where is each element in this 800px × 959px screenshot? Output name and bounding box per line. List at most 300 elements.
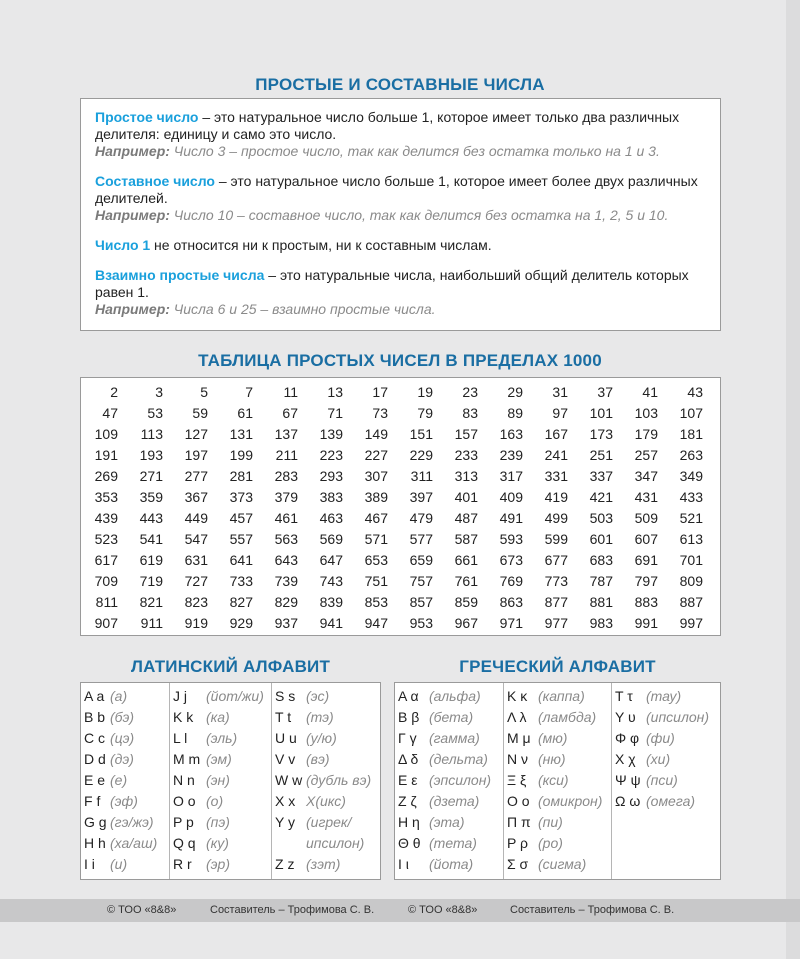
- alphabet-letter-name: (ипсилон): [646, 709, 709, 725]
- alphabet-row: [275, 686, 330, 707]
- prime-cell: 229: [409, 446, 433, 463]
- alphabet-row: [507, 728, 568, 749]
- prime-cell: 761: [454, 572, 478, 589]
- prime-table-box: [80, 377, 721, 636]
- prime-row: [81, 465, 703, 486]
- prime-cell: 701: [679, 551, 703, 568]
- definition: [95, 237, 706, 254]
- prime-cell: 647: [319, 551, 343, 568]
- prime-row: [81, 612, 703, 633]
- alphabet-letter: W w: [275, 772, 303, 788]
- alphabet-letter-name: (и): [110, 856, 128, 872]
- prime-cell: 5: [200, 383, 208, 400]
- prime-cell: 29: [507, 383, 523, 400]
- alphabet-row: [84, 791, 138, 812]
- prime-cell: 151: [409, 425, 433, 442]
- alphabet-letter: Μ μ: [507, 730, 531, 746]
- alphabet-row: [615, 791, 696, 812]
- alphabet-letter-name: (омега): [646, 793, 696, 809]
- alphabet-letter-name: (йота): [429, 856, 474, 872]
- prime-cell: 97: [552, 404, 568, 421]
- prime-cell: 479: [409, 509, 433, 526]
- alphabet-letter-name: (эпсилон): [429, 772, 492, 788]
- alphabet-row: [398, 728, 480, 749]
- prime-cell: 881: [589, 593, 613, 610]
- alphabet-letter-name: (зэт): [306, 856, 341, 872]
- footer-author: Составитель – Трофимова С. В.: [210, 904, 375, 916]
- prime-cell: 79: [417, 404, 433, 421]
- footer-copyright: © ТОО «8&8»: [107, 904, 177, 916]
- alphabet-row: [84, 812, 154, 833]
- prime-cell: 811: [95, 593, 118, 610]
- prime-cell: 631: [184, 551, 208, 568]
- alphabet-letter: Q q: [173, 835, 196, 851]
- prime-cell: 821: [139, 593, 163, 610]
- alphabet-row: [275, 728, 337, 749]
- prime-cell: 641: [229, 551, 253, 568]
- alphabet-letter-name: (каппа): [538, 688, 585, 704]
- alphabet-letter: Κ κ: [507, 688, 528, 704]
- definitions-box: [80, 98, 721, 331]
- prime-cell: 577: [409, 530, 433, 547]
- prime-cell: 593: [499, 530, 523, 547]
- alphabet-letter: Ω ω: [615, 793, 641, 809]
- prime-cell: 797: [634, 572, 658, 589]
- prime-cell: 137: [274, 425, 298, 442]
- alphabet-letter: H h: [84, 835, 106, 851]
- alphabet-letter-name: (фи): [646, 730, 675, 746]
- alphabet-row: [84, 770, 128, 791]
- prime-cell: 709: [94, 572, 118, 589]
- prime-cell: 757: [409, 572, 433, 589]
- prime-cell: 277: [184, 467, 208, 484]
- alphabet-letter-name: (бета): [429, 709, 474, 725]
- prime-cell: 263: [679, 446, 703, 463]
- prime-cell: 887: [679, 593, 703, 610]
- prime-cell: 293: [319, 467, 343, 484]
- prime-cell: 41: [642, 383, 658, 400]
- prime-cell: 3: [155, 383, 163, 400]
- alphabet-row: [507, 833, 563, 854]
- prime-cell: 113: [140, 425, 163, 442]
- alphabet-letter-name: (эль): [206, 730, 238, 746]
- alphabet-letter-name: (альфа): [429, 688, 481, 704]
- alphabet-letter-name: (пэ): [206, 814, 230, 830]
- prime-cell: 43: [687, 383, 703, 400]
- prime-cell: 53: [147, 404, 163, 421]
- alphabet-letter: Χ χ: [615, 751, 636, 767]
- prime-cell: 829: [274, 593, 298, 610]
- prime-cell: 199: [229, 446, 253, 463]
- alphabet-letter: Π π: [507, 814, 531, 830]
- alphabet-letter: L l: [173, 730, 188, 746]
- definition-text: – это натуральные числа, наибольший общий делитель которых равен 1.: [95, 267, 689, 300]
- prime-cell: 997: [679, 614, 703, 631]
- prime-cell: 127: [184, 425, 208, 442]
- prime-cell: 257: [634, 446, 658, 463]
- alphabet-row: [275, 812, 352, 833]
- alphabet-letter: B b: [84, 709, 106, 725]
- example-text: Числа 6 и 25 – взаимно простые числа.: [169, 301, 436, 317]
- prime-cell: 19: [417, 383, 433, 400]
- alphabet-row: [615, 686, 682, 707]
- prime-cell: 157: [454, 425, 478, 442]
- alphabet-letter: Ο ο: [507, 793, 530, 809]
- prime-cell: 193: [139, 446, 163, 463]
- prime-cell: 367: [184, 488, 208, 505]
- prime-cell: 307: [364, 467, 388, 484]
- alphabet-row: [173, 707, 230, 728]
- alphabet-letter: Y y: [275, 814, 295, 830]
- page-edge: [786, 0, 800, 959]
- prime-cell: 149: [364, 425, 388, 442]
- alphabet-letter: K k: [173, 709, 194, 725]
- alphabet-letter-name: (эта): [429, 814, 465, 830]
- prime-row: [81, 381, 703, 402]
- definition-text: – это натуральное число больше 1, которое имеет только два различных делителя: единицу и само это число.: [95, 109, 680, 142]
- alphabet-letter: A a: [84, 688, 105, 704]
- alphabet-row: [398, 854, 474, 875]
- alphabet-letter-name: (дельта): [429, 751, 488, 767]
- alphabet-letter: Β β: [398, 709, 420, 725]
- alphabet-letter-name: (ламбда): [538, 709, 597, 725]
- prime-cell: 617: [94, 551, 118, 568]
- alphabet-row: [398, 686, 481, 707]
- prime-cell: 569: [319, 530, 343, 547]
- prime-cell: 223: [319, 446, 343, 463]
- example-text: Число 3 – простое число, так как делится без остатка только на 1 и 3.: [169, 143, 660, 159]
- alphabet-letter: Ζ ζ: [398, 793, 417, 809]
- prime-cell: 467: [364, 509, 388, 526]
- alphabet-letter-name: (игрек/: [306, 814, 352, 830]
- alphabet-row: [507, 686, 585, 707]
- alphabet-letter: R r: [173, 856, 192, 872]
- alphabet-letter-name: (эр): [206, 856, 230, 872]
- alphabet-row: [173, 833, 229, 854]
- alphabet-letter-name: (а): [110, 688, 128, 704]
- alphabet-letter-name: (эс): [306, 688, 330, 704]
- prime-cell: 599: [544, 530, 568, 547]
- alphabet-letter-name: (ро): [538, 835, 563, 851]
- prime-cell: 613: [679, 530, 703, 547]
- prime-cell: 661: [454, 551, 478, 568]
- prime-cell: 677: [544, 551, 568, 568]
- alphabet-row: [275, 791, 346, 812]
- alphabet-row: [173, 770, 230, 791]
- alphabet-row: [173, 728, 238, 749]
- prime-cell: 139: [319, 425, 343, 442]
- alphabet-letter: Υ υ: [615, 709, 636, 725]
- definition: [95, 173, 706, 224]
- prime-cell: 691: [634, 551, 658, 568]
- prime-cell: 227: [364, 446, 388, 463]
- alphabet-letter-name: (дубль вэ): [306, 772, 372, 788]
- primes-section-title: ПРОСТЫЕ И СОСТАВНЫЕ ЧИСЛА: [255, 75, 545, 94]
- prime-cell: 449: [184, 509, 208, 526]
- alphabet-letter-name: (омикрон): [538, 793, 603, 809]
- alphabet-row: [84, 833, 158, 854]
- prime-cell: 239: [499, 446, 523, 463]
- prime-cell: 131: [229, 425, 253, 442]
- alphabet-row: [84, 707, 135, 728]
- prime-cell: 11: [283, 383, 298, 400]
- alphabet-letter: Θ θ: [398, 835, 421, 851]
- prime-table-title: ТАБЛИЦА ПРОСТЫХ ЧИСЕЛ В ПРЕДЕЛАХ 1000: [198, 351, 602, 370]
- alphabet-row: [615, 770, 678, 791]
- alphabet-letter: I i: [84, 856, 95, 872]
- prime-cell: 331: [544, 467, 568, 484]
- prime-cell: 919: [184, 614, 208, 631]
- prime-cell: 173: [589, 425, 613, 442]
- alphabet-letter-name: (ка): [206, 709, 230, 725]
- prime-cell: 181: [679, 425, 703, 442]
- alphabet-letter-name: (цэ): [110, 730, 135, 746]
- alphabet-letter-name: (гэ/жэ): [110, 814, 154, 830]
- footer-copyright: © ТОО «8&8»: [408, 904, 478, 916]
- prime-cell: 463: [319, 509, 343, 526]
- alphabet-letter: P p: [173, 814, 194, 830]
- prime-cell: 773: [544, 572, 568, 589]
- prime-cell: 743: [319, 572, 343, 589]
- prime-cell: 971: [499, 614, 523, 631]
- alphabet-letter: F f: [84, 793, 101, 809]
- prime-cell: 443: [139, 509, 163, 526]
- alphabet-letter: E e: [84, 772, 106, 788]
- definition-text: – это натуральное число больше 1, которое имеет более двух различных делителей.: [95, 173, 698, 206]
- alphabet-letter-name: (кси): [538, 772, 569, 788]
- alphabet-letter-name: (тета): [429, 835, 477, 851]
- alphabet-column: [169, 683, 272, 879]
- prime-cell: 941: [319, 614, 343, 631]
- prime-cell: 241: [544, 446, 568, 463]
- prime-cell: 317: [499, 467, 523, 484]
- prime-cell: 523: [94, 530, 118, 547]
- alphabet-letter-name: (эн): [206, 772, 230, 788]
- prime-cell: 601: [589, 530, 613, 547]
- alphabet-letter-name: (пи): [538, 814, 563, 830]
- prime-cell: 101: [589, 404, 613, 421]
- alphabet-row: [615, 728, 675, 749]
- prime-cell: 73: [372, 404, 388, 421]
- alphabet-letter-name: (о): [206, 793, 224, 809]
- alphabet-letter: Ψ ψ: [615, 772, 641, 788]
- prime-cell: 461: [274, 509, 298, 526]
- prime-cell: 313: [454, 467, 478, 484]
- alphabet-row: [173, 686, 264, 707]
- alphabet-row: [507, 770, 569, 791]
- alphabet-row: [173, 791, 224, 812]
- alphabet-letter: Ν ν: [507, 751, 528, 767]
- alphabet-row: [84, 728, 135, 749]
- alphabet-letter-name: (тэ): [306, 709, 334, 725]
- prime-cell: 251: [589, 446, 613, 463]
- alphabet-letter: M m: [173, 751, 201, 767]
- prime-cell: 433: [679, 488, 703, 505]
- alphabet-letter-name: (ха/аш): [110, 835, 158, 851]
- alphabet-row: [84, 686, 128, 707]
- prime-cell: 439: [94, 509, 118, 526]
- alphabet-row: [173, 812, 230, 833]
- prime-cell: 727: [184, 572, 208, 589]
- prime-cell: 563: [274, 530, 298, 547]
- prime-cell: 643: [274, 551, 298, 568]
- prime-cell: 499: [544, 509, 568, 526]
- prime-cell: 179: [634, 425, 658, 442]
- prime-row: [81, 549, 703, 570]
- prime-cell: 859: [454, 593, 478, 610]
- prime-cell: 739: [274, 572, 298, 589]
- alphabet-letter-name: (сигма): [538, 856, 587, 872]
- alphabet-letter-name: (пси): [646, 772, 678, 788]
- definition-term: Составное число: [95, 173, 215, 189]
- alphabet-letter-name: (вэ): [306, 751, 330, 767]
- prime-cell: 211: [275, 446, 298, 463]
- definition-text: не относится ни к простым, ни к составным числам.: [150, 237, 492, 253]
- prime-cell: 673: [499, 551, 523, 568]
- alphabet-letter: V v: [275, 751, 296, 767]
- alphabet-row: [398, 707, 474, 728]
- prime-cell: 719: [139, 572, 163, 589]
- prime-cell: 397: [409, 488, 433, 505]
- alphabet-letter: Δ δ: [398, 751, 419, 767]
- alphabet-letter: C c: [84, 730, 105, 746]
- alphabet-letter-name: (бэ): [110, 709, 135, 725]
- alphabet-row: [398, 770, 492, 791]
- prime-cell: 431: [634, 488, 658, 505]
- alphabet-letter-name: (дзета): [429, 793, 480, 809]
- prime-cell: 163: [499, 425, 523, 442]
- alphabet-letter-name: (дэ): [110, 751, 134, 767]
- alphabet-letter: X x: [275, 793, 296, 809]
- alphabet-row: [615, 707, 709, 728]
- prime-row: [81, 444, 703, 465]
- prime-cell: 457: [229, 509, 253, 526]
- definition: [95, 109, 706, 160]
- footer: [0, 899, 800, 922]
- prime-cell: 167: [544, 425, 568, 442]
- alphabet-row: [398, 833, 477, 854]
- alphabet-letter: Σ σ: [507, 856, 529, 872]
- prime-cell: 197: [184, 446, 208, 463]
- prime-cell: 809: [679, 572, 703, 589]
- prime-cell: 401: [454, 488, 478, 505]
- alphabet-column: [395, 683, 503, 879]
- greek-title: ГРЕЧЕСКИЙ АЛФАВИТ: [459, 657, 656, 676]
- prime-cell: 383: [319, 488, 343, 505]
- prime-cell: 269: [94, 467, 118, 484]
- prime-cell: 947: [364, 614, 388, 631]
- prime-cell: 2: [110, 383, 118, 400]
- prime-cell: 283: [274, 467, 298, 484]
- prime-cell: 503: [589, 509, 613, 526]
- prime-cell: 37: [597, 383, 613, 400]
- alphabet-letter: D d: [84, 751, 106, 767]
- prime-cell: 103: [634, 404, 658, 421]
- prime-cell: 353: [94, 488, 118, 505]
- prime-cell: 47: [102, 404, 118, 421]
- alphabet-letter-name: (е): [110, 772, 128, 788]
- prime-cell: 547: [184, 530, 208, 547]
- prime-cell: 359: [139, 488, 163, 505]
- prime-row: [81, 591, 703, 612]
- alphabet-letter: Ρ ρ: [507, 835, 528, 851]
- alphabet-letter-name: (у/ю): [306, 730, 337, 746]
- alphabet-row: [398, 791, 480, 812]
- example-label: Например:: [95, 301, 170, 317]
- prime-cell: 953: [409, 614, 433, 631]
- prime-cell: 13: [327, 383, 343, 400]
- prime-cell: 349: [679, 467, 703, 484]
- alphabet-row: [173, 854, 230, 875]
- prime-cell: 823: [184, 593, 208, 610]
- prime-cell: 877: [544, 593, 568, 610]
- alphabet-letter-name: (мю): [538, 730, 568, 746]
- prime-cell: 89: [507, 404, 523, 421]
- alphabet-letter-name: (эф): [110, 793, 138, 809]
- prime-cell: 191: [94, 446, 118, 463]
- prime-row: [81, 486, 703, 507]
- latin-alphabet-table: [80, 682, 381, 880]
- latin-title: ЛАТИНСКИЙ АЛФАВИТ: [130, 657, 331, 676]
- prime-table: [81, 381, 703, 633]
- alphabet-letter: N n: [173, 772, 195, 788]
- alphabet-row: [507, 707, 597, 728]
- prime-cell: 839: [319, 593, 343, 610]
- prime-cell: 509: [634, 509, 658, 526]
- example-text: Число 10 – составное число, так как делится без остатка на 1, 2, 5 и 10.: [169, 207, 669, 223]
- prime-cell: 421: [589, 488, 613, 505]
- prime-cell: 281: [229, 467, 253, 484]
- prime-cell: 487: [454, 509, 478, 526]
- alphabet-row: [275, 707, 334, 728]
- definition: [95, 267, 706, 318]
- alphabet-letter: Η η: [398, 814, 420, 830]
- alphabet-letter: Λ λ: [507, 709, 527, 725]
- alphabet-letter-name: (ню): [538, 751, 566, 767]
- prime-row: [81, 570, 703, 591]
- alphabet-row: [275, 854, 341, 875]
- example-label: Например:: [95, 143, 170, 159]
- alphabet-letter: Z z: [275, 856, 295, 872]
- prime-cell: 937: [274, 614, 298, 631]
- prime-cell: 967: [454, 614, 478, 631]
- prime-cell: 557: [229, 530, 253, 547]
- prime-cell: 23: [462, 383, 478, 400]
- prime-cell: 347: [634, 467, 658, 484]
- alphabet-row: [84, 854, 128, 875]
- prime-cell: 521: [679, 509, 703, 526]
- alphabet-letter: Γ γ: [398, 730, 417, 746]
- prime-cell: 883: [634, 593, 658, 610]
- definition-term: Число 1: [95, 237, 151, 253]
- prime-cell: 409: [499, 488, 523, 505]
- alphabet-row: [507, 791, 603, 812]
- alphabet-letter: Ξ ξ: [507, 772, 527, 788]
- alphabet-letter-name: (йот/жи): [206, 688, 264, 704]
- alphabet-letter-name: (хи): [646, 751, 671, 767]
- alphabet-letter-name: (гамма): [429, 730, 480, 746]
- alphabet-row: [507, 749, 566, 770]
- prime-cell: 311: [410, 467, 433, 484]
- alphabet-letter: G g: [84, 814, 107, 830]
- example-label: Например:: [95, 207, 170, 223]
- prime-cell: 659: [409, 551, 433, 568]
- prime-cell: 379: [274, 488, 298, 505]
- prime-row: [81, 423, 703, 444]
- alphabet-row: [398, 749, 488, 770]
- prime-row: [81, 402, 703, 423]
- alphabet-letter-name: Х(икс): [306, 793, 346, 809]
